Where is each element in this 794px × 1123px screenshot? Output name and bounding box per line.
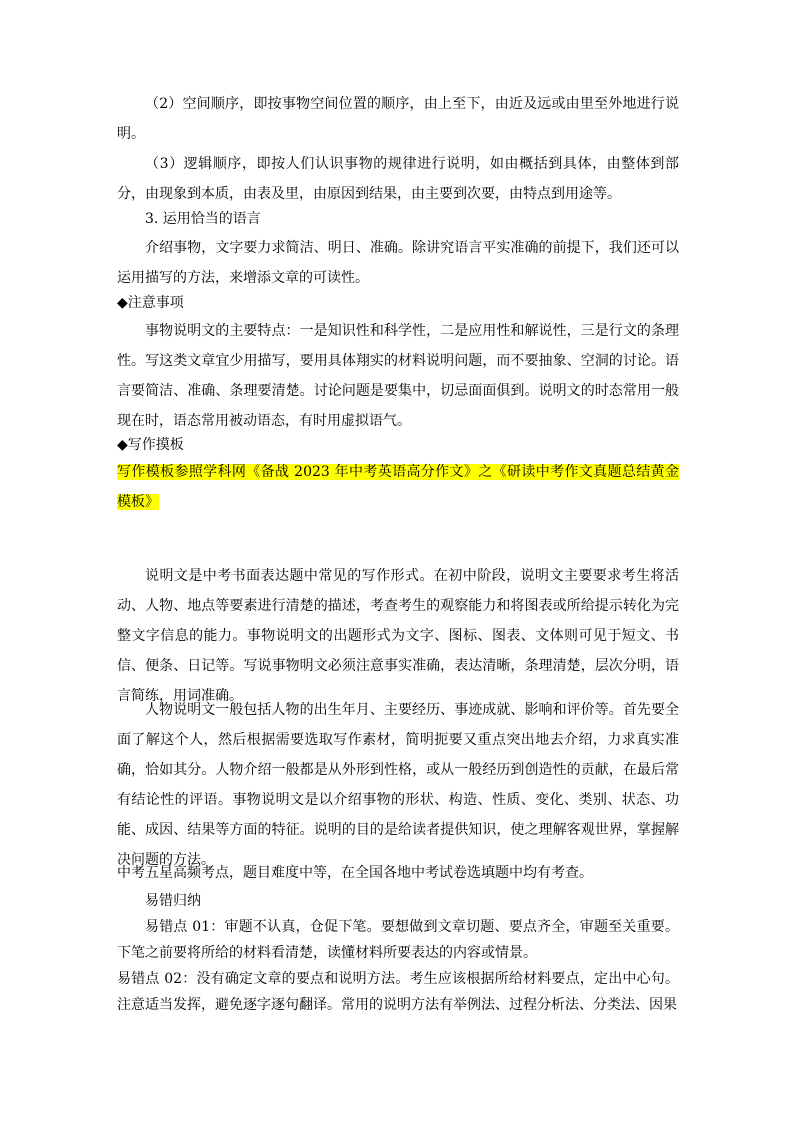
- paragraph-notes: 事物说明文的主要特点：一是知识性和科学性，二是应用性和解说性，三是行文的条理性。写这类文章宜少用描写，要用具体翔实的材料说明问题，而不要抽象、空洞的讨论。语言要简洁、准确、条理要清楚。讨论问题是要集中，切忌面面俱到。说明文的时态常用一般现在时，语态常用被动语态，有时用虚拟语气。: [117, 323, 679, 429]
- notes-heading: ◆注意事项: [117, 295, 184, 311]
- paragraph-intro: 说明文是中考书面表达题中常见的写作形式。在初中阶段，说明文主要要求考生将活动、人物、地点等要素进行清楚的描述，考查考生的观察能力和将图表或所给提示转化为完整文字信息的能力。事物说明文的出题形式为文字、图标、图表、文体则可见于短文、书信、便条、日记等。写说事物明文必须注意事实准确，表达清晰，条理清楚，层次分明，语言简练，用词准确。: [117, 568, 679, 704]
- paragraph-language: 介绍事物，文字要力求简洁、明日、准确。除讲究语言平实准确的前提下，我们还可以运用描写的方法，来增添文章的可读性。: [117, 240, 679, 286]
- errors-heading: 易错归纳: [145, 893, 201, 909]
- template-reference[interactable]: [117, 457, 679, 517]
- paragraph-space-order: （2）空间顺序，即按事物空间位置的顺序，由上至下，由近及远或由里至外地进行说明。: [117, 96, 679, 142]
- paragraph-person: 人物说明文一般包括人物的出生年月、主要经历、事迹成就、影响和评价等。首先要全面了解这个人，然后根据需要选取写作素材，简明扼要又重点突出地去介绍，力求真实准确，恰如其分。人物介绍一般都是从外形到性格，或从一般经历到创造性的贡献，在最后常有结论性的评语。事物说明文是以介绍事物的形状、构造、性质、变化、类别、状态、功能、成因、结果等方面的特征。说明的目的是给读者提供知识，使之理解客观世界，掌握解决问题的方法。: [117, 702, 679, 868]
- template-link-text[interactable]: 写作模板参照学科网《备战 2023 年中考英语高分作文》之《研读中考作文真题总结黄金模板》: [117, 464, 679, 510]
- template-heading: ◆写作摸板: [117, 437, 184, 453]
- paragraph-error-01: 易错点 01：审题不认真，仓促下笔。要想做到文章切题、要点齐全，审题至关重要。下笔之前要将所给的材料看清楚，读懂材料所要表达的内容或情景。: [117, 919, 679, 961]
- section-heading-language: 3. 运用恰当的语言: [145, 211, 261, 227]
- paragraph-logic-order: （3）逻辑顺序，即按人们认识事物的规律进行说明，如由概括到具体，由整体到部分，由现象到本质，由表及里，由原因到结果，由主要到次要，由特点到用途等。: [117, 156, 679, 202]
- paragraph-error-02: 易错点 02：没有确定文章的要点和说明方法。考生应该根据所给材料要点，定出中心句。注意适当发挥，避免逐字逐句翻译。常用的说明方法有举例法、过程分析法、分类法、因果: [117, 971, 679, 1013]
- paragraph-exam-frequency: 中考五星高频考点，题目难度中等，在全国各地中考试卷选填题中均有考查。: [117, 865, 593, 881]
